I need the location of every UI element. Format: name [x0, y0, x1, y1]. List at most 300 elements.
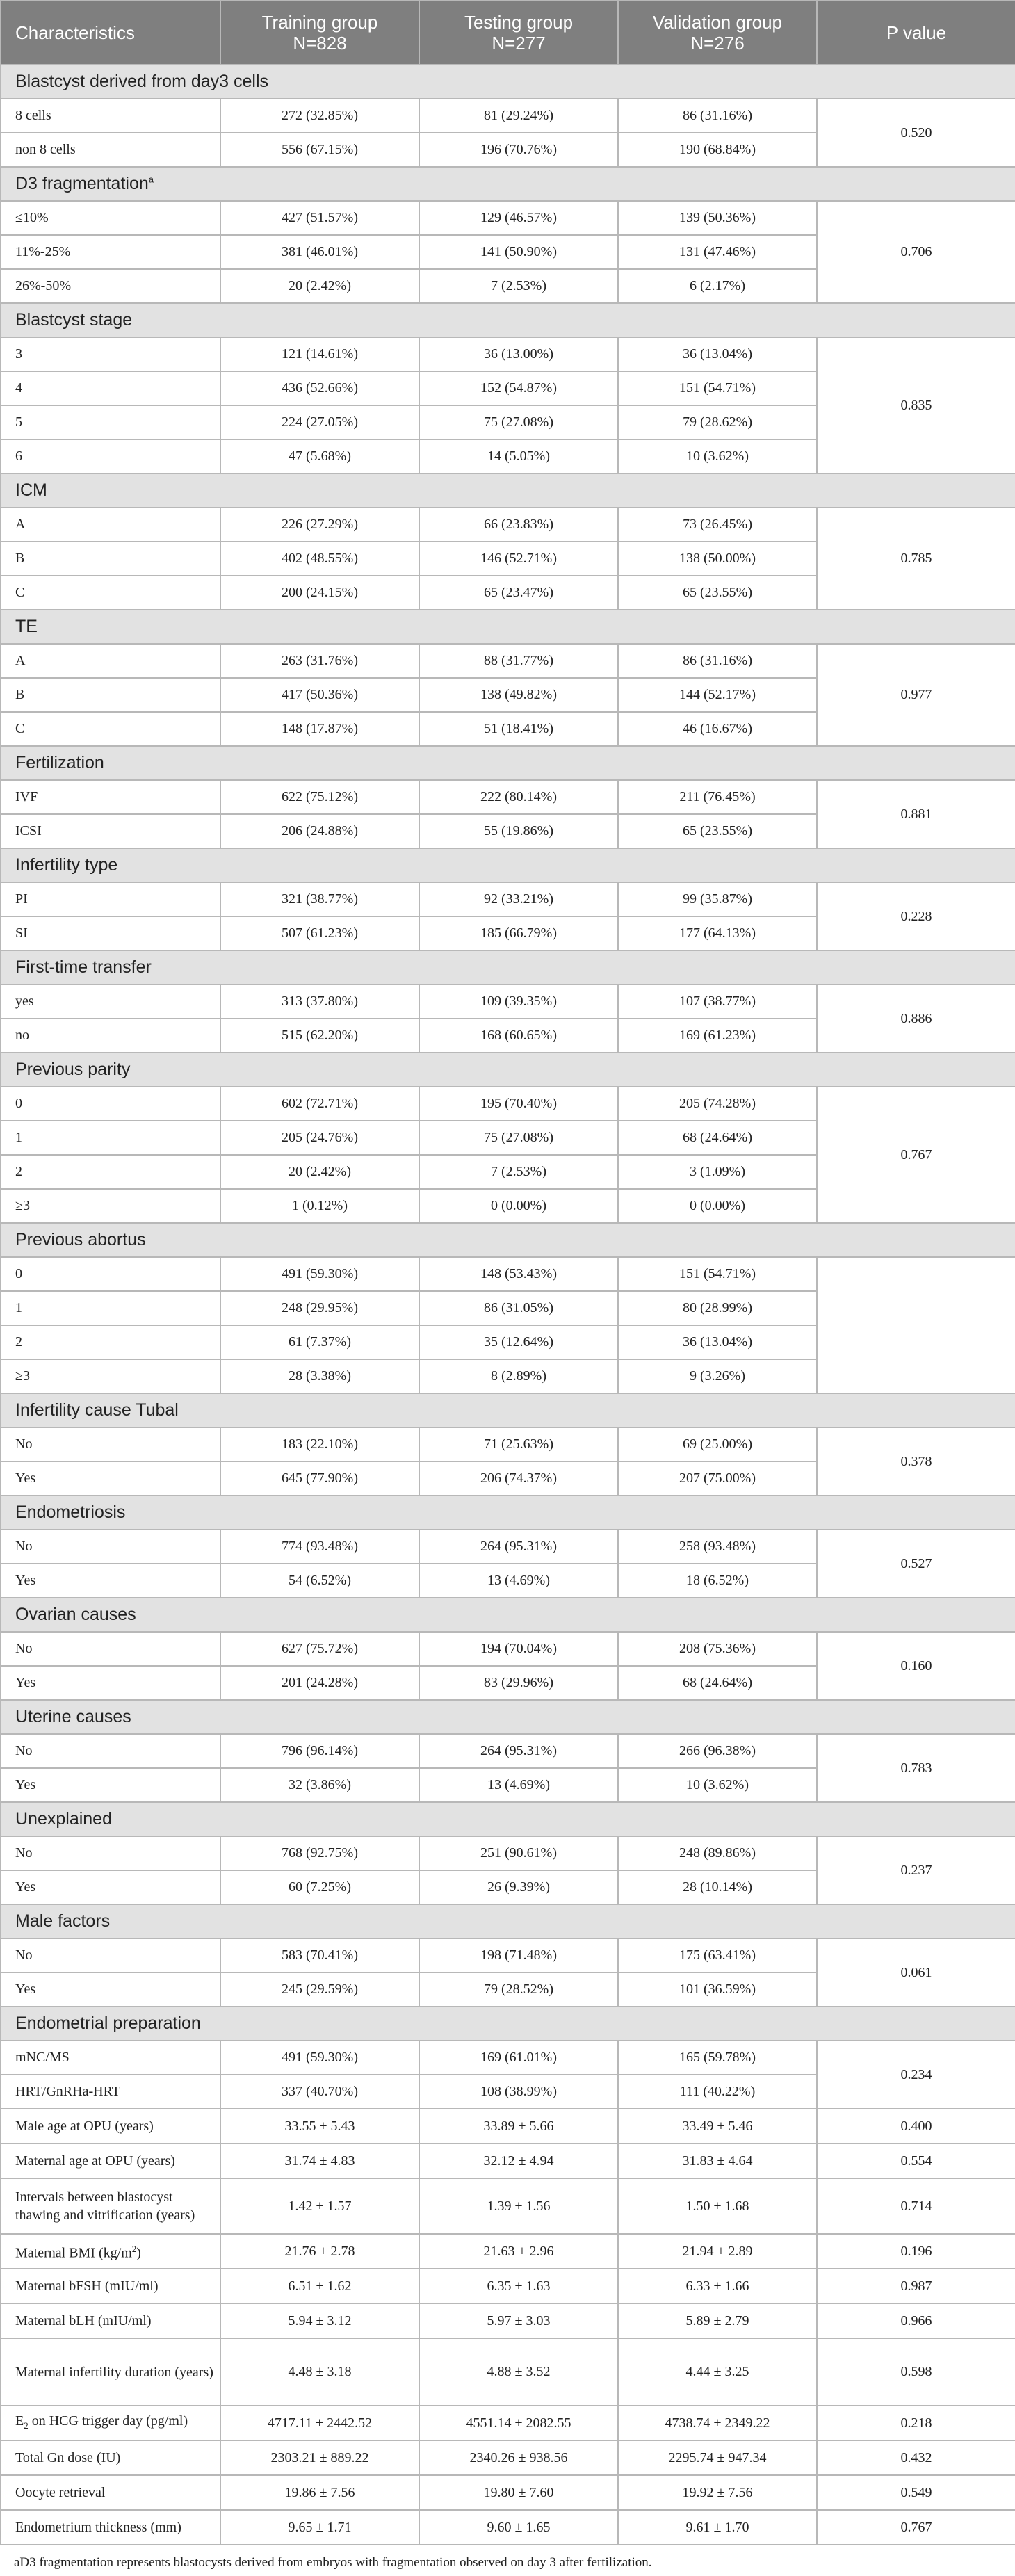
row-label-text: E: [15, 2413, 24, 2429]
training-value: 436 (52.66%): [220, 371, 419, 405]
testing-value: 195 (70.40%): [419, 1087, 618, 1121]
table-row: [1, 99, 1015, 133]
row-label: mNC/MS: [1, 2041, 220, 2075]
section-title-text: Blastcyst derived from day3 cells: [15, 72, 269, 91]
section-title: [1, 473, 1015, 508]
testing-value: 146 (52.71%): [419, 542, 618, 576]
header-testing: [419, 1, 618, 65]
row-label: No: [1, 1632, 220, 1666]
training-value: 337 (40.70%): [220, 2075, 419, 2109]
row-label: [1, 2303, 220, 2338]
p-value: 0.835: [817, 337, 1015, 473]
row-label: [1, 2234, 220, 2269]
row-label: [1, 2475, 220, 2510]
table-row: [1, 1836, 1015, 1870]
training-value: 206 (24.88%): [220, 814, 419, 848]
training-value: 645 (77.90%): [220, 1461, 419, 1496]
p-value: 0.061: [817, 1938, 1015, 2007]
validation-value: 211 (76.45%): [618, 780, 817, 814]
section-title: [1, 950, 1015, 985]
row-label-text: Male age at OPU (years): [15, 2119, 154, 2134]
testing-value: 5.97 ± 3.03: [419, 2303, 618, 2338]
table-header-row: [1, 1, 1015, 65]
validation-value: 36 (13.04%): [618, 337, 817, 371]
training-value: 200 (24.15%): [220, 576, 419, 610]
section-header-row: [1, 1393, 1015, 1427]
testing-value: 79 (28.52%): [419, 1972, 618, 2007]
header-testing-label: Testing group: [464, 12, 574, 33]
row-label: 0: [1, 1087, 220, 1121]
section-title-text: Ovarian causes: [15, 1605, 136, 1624]
table-row: [1, 1087, 1015, 1121]
row-label: B: [1, 678, 220, 712]
section-title: [1, 65, 1015, 99]
p-value: 0.520: [817, 99, 1015, 167]
header-validation: [618, 1, 817, 65]
testing-value: 6.35 ± 1.63: [419, 2269, 618, 2303]
row-label: ≥3: [1, 1189, 220, 1223]
testing-value: 129 (46.57%): [419, 201, 618, 235]
row-label-subscript: 2: [24, 2420, 29, 2431]
row-label: [1, 2338, 220, 2406]
validation-value: 68 (24.64%): [618, 1666, 817, 1700]
validation-value: 2295.74 ± 947.34: [618, 2440, 817, 2475]
training-value: 321 (38.77%): [220, 882, 419, 916]
validation-value: 86 (31.16%): [618, 99, 817, 133]
validation-value: 151 (54.71%): [618, 1257, 817, 1291]
validation-value: 86 (31.16%): [618, 644, 817, 678]
training-value: 313 (37.80%): [220, 985, 419, 1019]
row-label-text: Total Gn dose (IU): [15, 2450, 121, 2465]
training-value: 4.48 ± 3.18: [220, 2338, 419, 2406]
validation-value: 28 (10.14%): [618, 1870, 817, 1904]
row-label: 1: [1, 1291, 220, 1325]
testing-value: 169 (61.01%): [419, 2041, 618, 2075]
p-value: [817, 1257, 1015, 1393]
training-value: 183 (22.10%): [220, 1427, 419, 1461]
table-row: [1, 2475, 1015, 2510]
row-label: 2: [1, 1155, 220, 1189]
validation-value: 9.61 ± 1.70: [618, 2510, 817, 2545]
row-label: [1, 2510, 220, 2545]
training-value: 19.86 ± 7.56: [220, 2475, 419, 2510]
row-label: 6: [1, 439, 220, 473]
row-label: SI: [1, 916, 220, 950]
section-title: [1, 1598, 1015, 1632]
row-label: 0: [1, 1257, 220, 1291]
row-label: [1, 2269, 220, 2303]
testing-value: 8 (2.89%): [419, 1359, 618, 1393]
validation-value: 169 (61.23%): [618, 1019, 817, 1053]
table-row: [1, 201, 1015, 235]
validation-value: 175 (63.41%): [618, 1938, 817, 1972]
row-label-text: Maternal age at OPU (years): [15, 2153, 175, 2169]
testing-value: 19.80 ± 7.60: [419, 2475, 618, 2510]
testing-value: 251 (90.61%): [419, 1836, 618, 1870]
training-value: 627 (75.72%): [220, 1632, 419, 1666]
p-value: 0.886: [817, 985, 1015, 1053]
row-label: 26%-50%: [1, 269, 220, 303]
row-label: [1, 2109, 220, 2144]
section-title-text: Male factors: [15, 1911, 111, 1931]
section-title-text: Unexplained: [15, 1809, 112, 1829]
row-label: [1, 2178, 220, 2234]
training-value: 224 (27.05%): [220, 405, 419, 439]
section-title: [1, 303, 1015, 337]
validation-value: 69 (25.00%): [618, 1427, 817, 1461]
header-training: [220, 1, 419, 65]
table-row: [1, 2440, 1015, 2475]
row-label: 2: [1, 1325, 220, 1359]
testing-value: 21.63 ± 2.96: [419, 2234, 618, 2269]
section-header-row: [1, 167, 1015, 201]
validation-value: 165 (59.78%): [618, 2041, 817, 2075]
section-header-row: [1, 950, 1015, 985]
section-title-text: Previous abortus: [15, 1230, 146, 1249]
testing-value: 185 (66.79%): [419, 916, 618, 950]
row-label: A: [1, 644, 220, 678]
validation-value: 205 (74.28%): [618, 1087, 817, 1121]
section-title: [1, 610, 1015, 644]
testing-value: 7 (2.53%): [419, 269, 618, 303]
p-value: 0.527: [817, 1530, 1015, 1598]
section-title: [1, 2007, 1015, 2041]
section-title: [1, 1393, 1015, 1427]
table-row: [1, 2109, 1015, 2144]
table-row: [1, 2303, 1015, 2338]
p-value: 0.966: [817, 2303, 1015, 2338]
section-header-row: [1, 303, 1015, 337]
testing-value: 32.12 ± 4.94: [419, 2144, 618, 2178]
section-title-text: Infertility type: [15, 855, 118, 875]
validation-value: 6 (2.17%): [618, 269, 817, 303]
p-value: 0.378: [817, 1427, 1015, 1496]
section-title: [1, 1700, 1015, 1734]
section-title-text: TE: [15, 617, 38, 636]
training-value: 774 (93.48%): [220, 1530, 419, 1564]
row-label: 1: [1, 1121, 220, 1155]
training-value: 583 (70.41%): [220, 1938, 419, 1972]
section-header-row: [1, 1223, 1015, 1257]
training-value: 226 (27.29%): [220, 508, 419, 542]
validation-value: 258 (93.48%): [618, 1530, 817, 1564]
training-value: 4717.11 ± 2442.52: [220, 2406, 419, 2440]
row-label-text: Maternal BMI (kg/m: [15, 2245, 132, 2261]
validation-value: 79 (28.62%): [618, 405, 817, 439]
section-title-superscript: a: [148, 174, 154, 185]
training-value: 417 (50.36%): [220, 678, 419, 712]
validation-value: 0 (0.00%): [618, 1189, 817, 1223]
training-value: 28 (3.38%): [220, 1359, 419, 1393]
testing-value: 81 (29.24%): [419, 99, 618, 133]
training-value: 6.51 ± 1.62: [220, 2269, 419, 2303]
row-label: No: [1, 1836, 220, 1870]
training-value: 245 (29.59%): [220, 1972, 419, 2007]
testing-value: 198 (71.48%): [419, 1938, 618, 1972]
section-header-row: [1, 746, 1015, 780]
testing-value: 168 (60.65%): [419, 1019, 618, 1053]
section-title-text: D3 fragmentation: [15, 174, 149, 193]
training-value: 622 (75.12%): [220, 780, 419, 814]
testing-value: 109 (39.35%): [419, 985, 618, 1019]
section-title-text: Infertility cause Tubal: [15, 1400, 179, 1420]
row-label: [1, 2406, 220, 2440]
table-row: [1, 1530, 1015, 1564]
validation-value: 73 (26.45%): [618, 508, 817, 542]
p-value: 0.714: [817, 2178, 1015, 2234]
row-label: Yes: [1, 1461, 220, 1496]
row-label-text: Maternal infertility duration (years): [15, 2364, 213, 2380]
section-header-row: [1, 65, 1015, 99]
row-label: PI: [1, 882, 220, 916]
section-header-row: [1, 1700, 1015, 1734]
training-value: 54 (6.52%): [220, 1564, 419, 1598]
testing-value: 35 (12.64%): [419, 1325, 618, 1359]
section-header-row: [1, 2007, 1015, 2041]
table-row: [1, 2144, 1015, 2178]
section-title: [1, 167, 1015, 201]
row-label: C: [1, 712, 220, 746]
training-value: 402 (48.55%): [220, 542, 419, 576]
validation-value: 68 (24.64%): [618, 1121, 817, 1155]
row-label: ≥3: [1, 1359, 220, 1393]
training-value: 61 (7.37%): [220, 1325, 419, 1359]
testing-value: 36 (13.00%): [419, 337, 618, 371]
validation-value: 1.50 ± 1.68: [618, 2178, 817, 2234]
validation-value: 4738.74 ± 2349.22: [618, 2406, 817, 2440]
training-value: 121 (14.61%): [220, 337, 419, 371]
validation-value: 208 (75.36%): [618, 1632, 817, 1666]
table-row: [1, 2041, 1015, 2075]
validation-value: 6.33 ± 1.66: [618, 2269, 817, 2303]
validation-value: 9 (3.26%): [618, 1359, 817, 1393]
p-value: 0.767: [817, 1087, 1015, 1223]
validation-value: 3 (1.09%): [618, 1155, 817, 1189]
p-value: 0.196: [817, 2234, 1015, 2269]
p-value: 0.218: [817, 2406, 1015, 2440]
p-value: 0.432: [817, 2440, 1015, 2475]
testing-value: 2340.26 ± 938.56: [419, 2440, 618, 2475]
training-value: 491 (59.30%): [220, 2041, 419, 2075]
p-value: 0.987: [817, 2269, 1015, 2303]
header-testing-n: N=277: [492, 33, 546, 54]
p-value: 0.400: [817, 2109, 1015, 2144]
table-row: [1, 2338, 1015, 2406]
table-row: [1, 508, 1015, 542]
validation-value: 101 (36.59%): [618, 1972, 817, 2007]
section-header-row: [1, 1904, 1015, 1938]
testing-value: 196 (70.76%): [419, 133, 618, 167]
row-label-superscript: 2: [131, 2244, 137, 2255]
p-value: 0.549: [817, 2475, 1015, 2510]
validation-value: 4.44 ± 3.25: [618, 2338, 817, 2406]
testing-value: 75 (27.08%): [419, 1121, 618, 1155]
section-header-row: [1, 473, 1015, 508]
table-row: [1, 1734, 1015, 1768]
validation-value: 10 (3.62%): [618, 1768, 817, 1802]
section-title: [1, 1904, 1015, 1938]
row-label: ≤10%: [1, 201, 220, 235]
row-label: [1, 2144, 220, 2178]
p-value: 0.767: [817, 2510, 1015, 2545]
row-label-text: Oocyte retrieval: [15, 2485, 106, 2500]
validation-value: 99 (35.87%): [618, 882, 817, 916]
training-value: 205 (24.76%): [220, 1121, 419, 1155]
training-value: 20 (2.42%): [220, 269, 419, 303]
validation-value: 80 (28.99%): [618, 1291, 817, 1325]
training-value: 21.76 ± 2.78: [220, 2234, 419, 2269]
section-title-text: Blastcyst stage: [15, 310, 133, 330]
p-value: 0.881: [817, 780, 1015, 848]
testing-value: 66 (23.83%): [419, 508, 618, 542]
table-row: [1, 2406, 1015, 2440]
row-label: 4: [1, 371, 220, 405]
row-label: 5: [1, 405, 220, 439]
section-title-text: Uterine causes: [15, 1707, 131, 1726]
row-label: No: [1, 1734, 220, 1768]
testing-value: 9.60 ± 1.65: [419, 2510, 618, 2545]
header-training-label: Training group: [261, 12, 378, 33]
p-value: 0.554: [817, 2144, 1015, 2178]
testing-value: 206 (74.37%): [419, 1461, 618, 1496]
row-label: B: [1, 542, 220, 576]
validation-value: 31.83 ± 4.64: [618, 2144, 817, 2178]
validation-value: 139 (50.36%): [618, 201, 817, 235]
table-body: [1, 65, 1015, 2545]
row-label: ICSI: [1, 814, 220, 848]
training-value: 515 (62.20%): [220, 1019, 419, 1053]
training-value: 556 (67.15%): [220, 133, 419, 167]
table-row: [1, 644, 1015, 678]
testing-value: 1.39 ± 1.56: [419, 2178, 618, 2234]
validation-value: 18 (6.52%): [618, 1564, 817, 1598]
training-value: 602 (72.71%): [220, 1087, 419, 1121]
p-value: 0.598: [817, 2338, 1015, 2406]
training-value: 31.74 ± 4.83: [220, 2144, 419, 2178]
testing-value: 55 (19.86%): [419, 814, 618, 848]
row-label: Yes: [1, 1666, 220, 1700]
header-validation-n: N=276: [690, 33, 745, 54]
section-title: [1, 746, 1015, 780]
validation-value: 138 (50.00%): [618, 542, 817, 576]
testing-value: 7 (2.53%): [419, 1155, 618, 1189]
section-header-row: [1, 1053, 1015, 1087]
training-value: 263 (31.76%): [220, 644, 419, 678]
training-value: 201 (24.28%): [220, 1666, 419, 1700]
p-value: 0.237: [817, 1836, 1015, 1904]
table-row: [1, 1427, 1015, 1461]
training-value: 491 (59.30%): [220, 1257, 419, 1291]
section-title-text: First-time transfer: [15, 957, 152, 977]
section-header-row: [1, 1802, 1015, 1836]
validation-value: 248 (89.86%): [618, 1836, 817, 1870]
section-title: [1, 1802, 1015, 1836]
validation-value: 107 (38.77%): [618, 985, 817, 1019]
training-value: 60 (7.25%): [220, 1870, 419, 1904]
validation-value: 207 (75.00%): [618, 1461, 817, 1496]
validation-value: 151 (54.71%): [618, 371, 817, 405]
section-title-text: Endometriosis: [15, 1502, 126, 1522]
testing-value: 264 (95.31%): [419, 1530, 618, 1564]
testing-value: 83 (29.96%): [419, 1666, 618, 1700]
testing-value: 222 (80.14%): [419, 780, 618, 814]
testing-value: 88 (31.77%): [419, 644, 618, 678]
validation-value: 65 (23.55%): [618, 814, 817, 848]
testing-value: 0 (0.00%): [419, 1189, 618, 1223]
training-value: 33.55 ± 5.43: [220, 2109, 419, 2144]
table-row: [1, 2234, 1015, 2269]
testing-value: 92 (33.21%): [419, 882, 618, 916]
row-label: HRT/GnRHa-HRT: [1, 2075, 220, 2109]
validation-value: 33.49 ± 5.46: [618, 2109, 817, 2144]
section-title: [1, 1053, 1015, 1087]
validation-value: 21.94 ± 2.89: [618, 2234, 817, 2269]
testing-value: 194 (70.04%): [419, 1632, 618, 1666]
row-label: non 8 cells: [1, 133, 220, 167]
p-value: 0.977: [817, 644, 1015, 746]
section-title: [1, 1223, 1015, 1257]
table-row: [1, 1632, 1015, 1666]
testing-value: 264 (95.31%): [419, 1734, 618, 1768]
training-value: 47 (5.68%): [220, 439, 419, 473]
testing-value: 75 (27.08%): [419, 405, 618, 439]
training-value: 272 (32.85%): [220, 99, 419, 133]
training-value: 248 (29.95%): [220, 1291, 419, 1325]
section-title-text: ICM: [15, 480, 47, 500]
header-p-value: P value: [817, 1, 1015, 65]
validation-value: 111 (40.22%): [618, 2075, 817, 2109]
table-row: [1, 882, 1015, 916]
testing-value: 26 (9.39%): [419, 1870, 618, 1904]
testing-value: 148 (53.43%): [419, 1257, 618, 1291]
header-training-n: N=828: [293, 33, 347, 54]
section-title-text: Previous parity: [15, 1060, 131, 1079]
testing-value: 65 (23.47%): [419, 576, 618, 610]
row-label: Yes: [1, 1972, 220, 2007]
section-header-row: [1, 1496, 1015, 1530]
row-label: No: [1, 1938, 220, 1972]
row-label: Yes: [1, 1870, 220, 1904]
row-label-text: Endometrium thickness (mm): [15, 2520, 181, 2535]
validation-value: 36 (13.04%): [618, 1325, 817, 1359]
training-value: 32 (3.86%): [220, 1768, 419, 1802]
row-label: Yes: [1, 1564, 220, 1598]
training-value: 5.94 ± 3.12: [220, 2303, 419, 2338]
validation-value: 144 (52.17%): [618, 678, 817, 712]
table-row: [1, 2269, 1015, 2303]
training-value: 9.65 ± 1.71: [220, 2510, 419, 2545]
row-label: 3: [1, 337, 220, 371]
table-row: [1, 780, 1015, 814]
row-label-suffix: ): [136, 2245, 141, 2261]
row-label: 8 cells: [1, 99, 220, 133]
testing-value: 152 (54.87%): [419, 371, 618, 405]
testing-value: 4551.14 ± 2082.55: [419, 2406, 618, 2440]
testing-value: 51 (18.41%): [419, 712, 618, 746]
p-value: 0.783: [817, 1734, 1015, 1802]
p-value: 0.234: [817, 2041, 1015, 2109]
row-label: A: [1, 508, 220, 542]
validation-value: 266 (96.38%): [618, 1734, 817, 1768]
table-row: [1, 1257, 1015, 1291]
testing-value: 33.89 ± 5.66: [419, 2109, 618, 2144]
validation-value: 177 (64.13%): [618, 916, 817, 950]
section-title-text: Endometrial preparation: [15, 2014, 201, 2033]
p-value: 0.228: [817, 882, 1015, 950]
testing-value: 4.88 ± 3.52: [419, 2338, 618, 2406]
section-title-text: Fertilization: [15, 753, 104, 772]
training-value: 427 (51.57%): [220, 201, 419, 235]
